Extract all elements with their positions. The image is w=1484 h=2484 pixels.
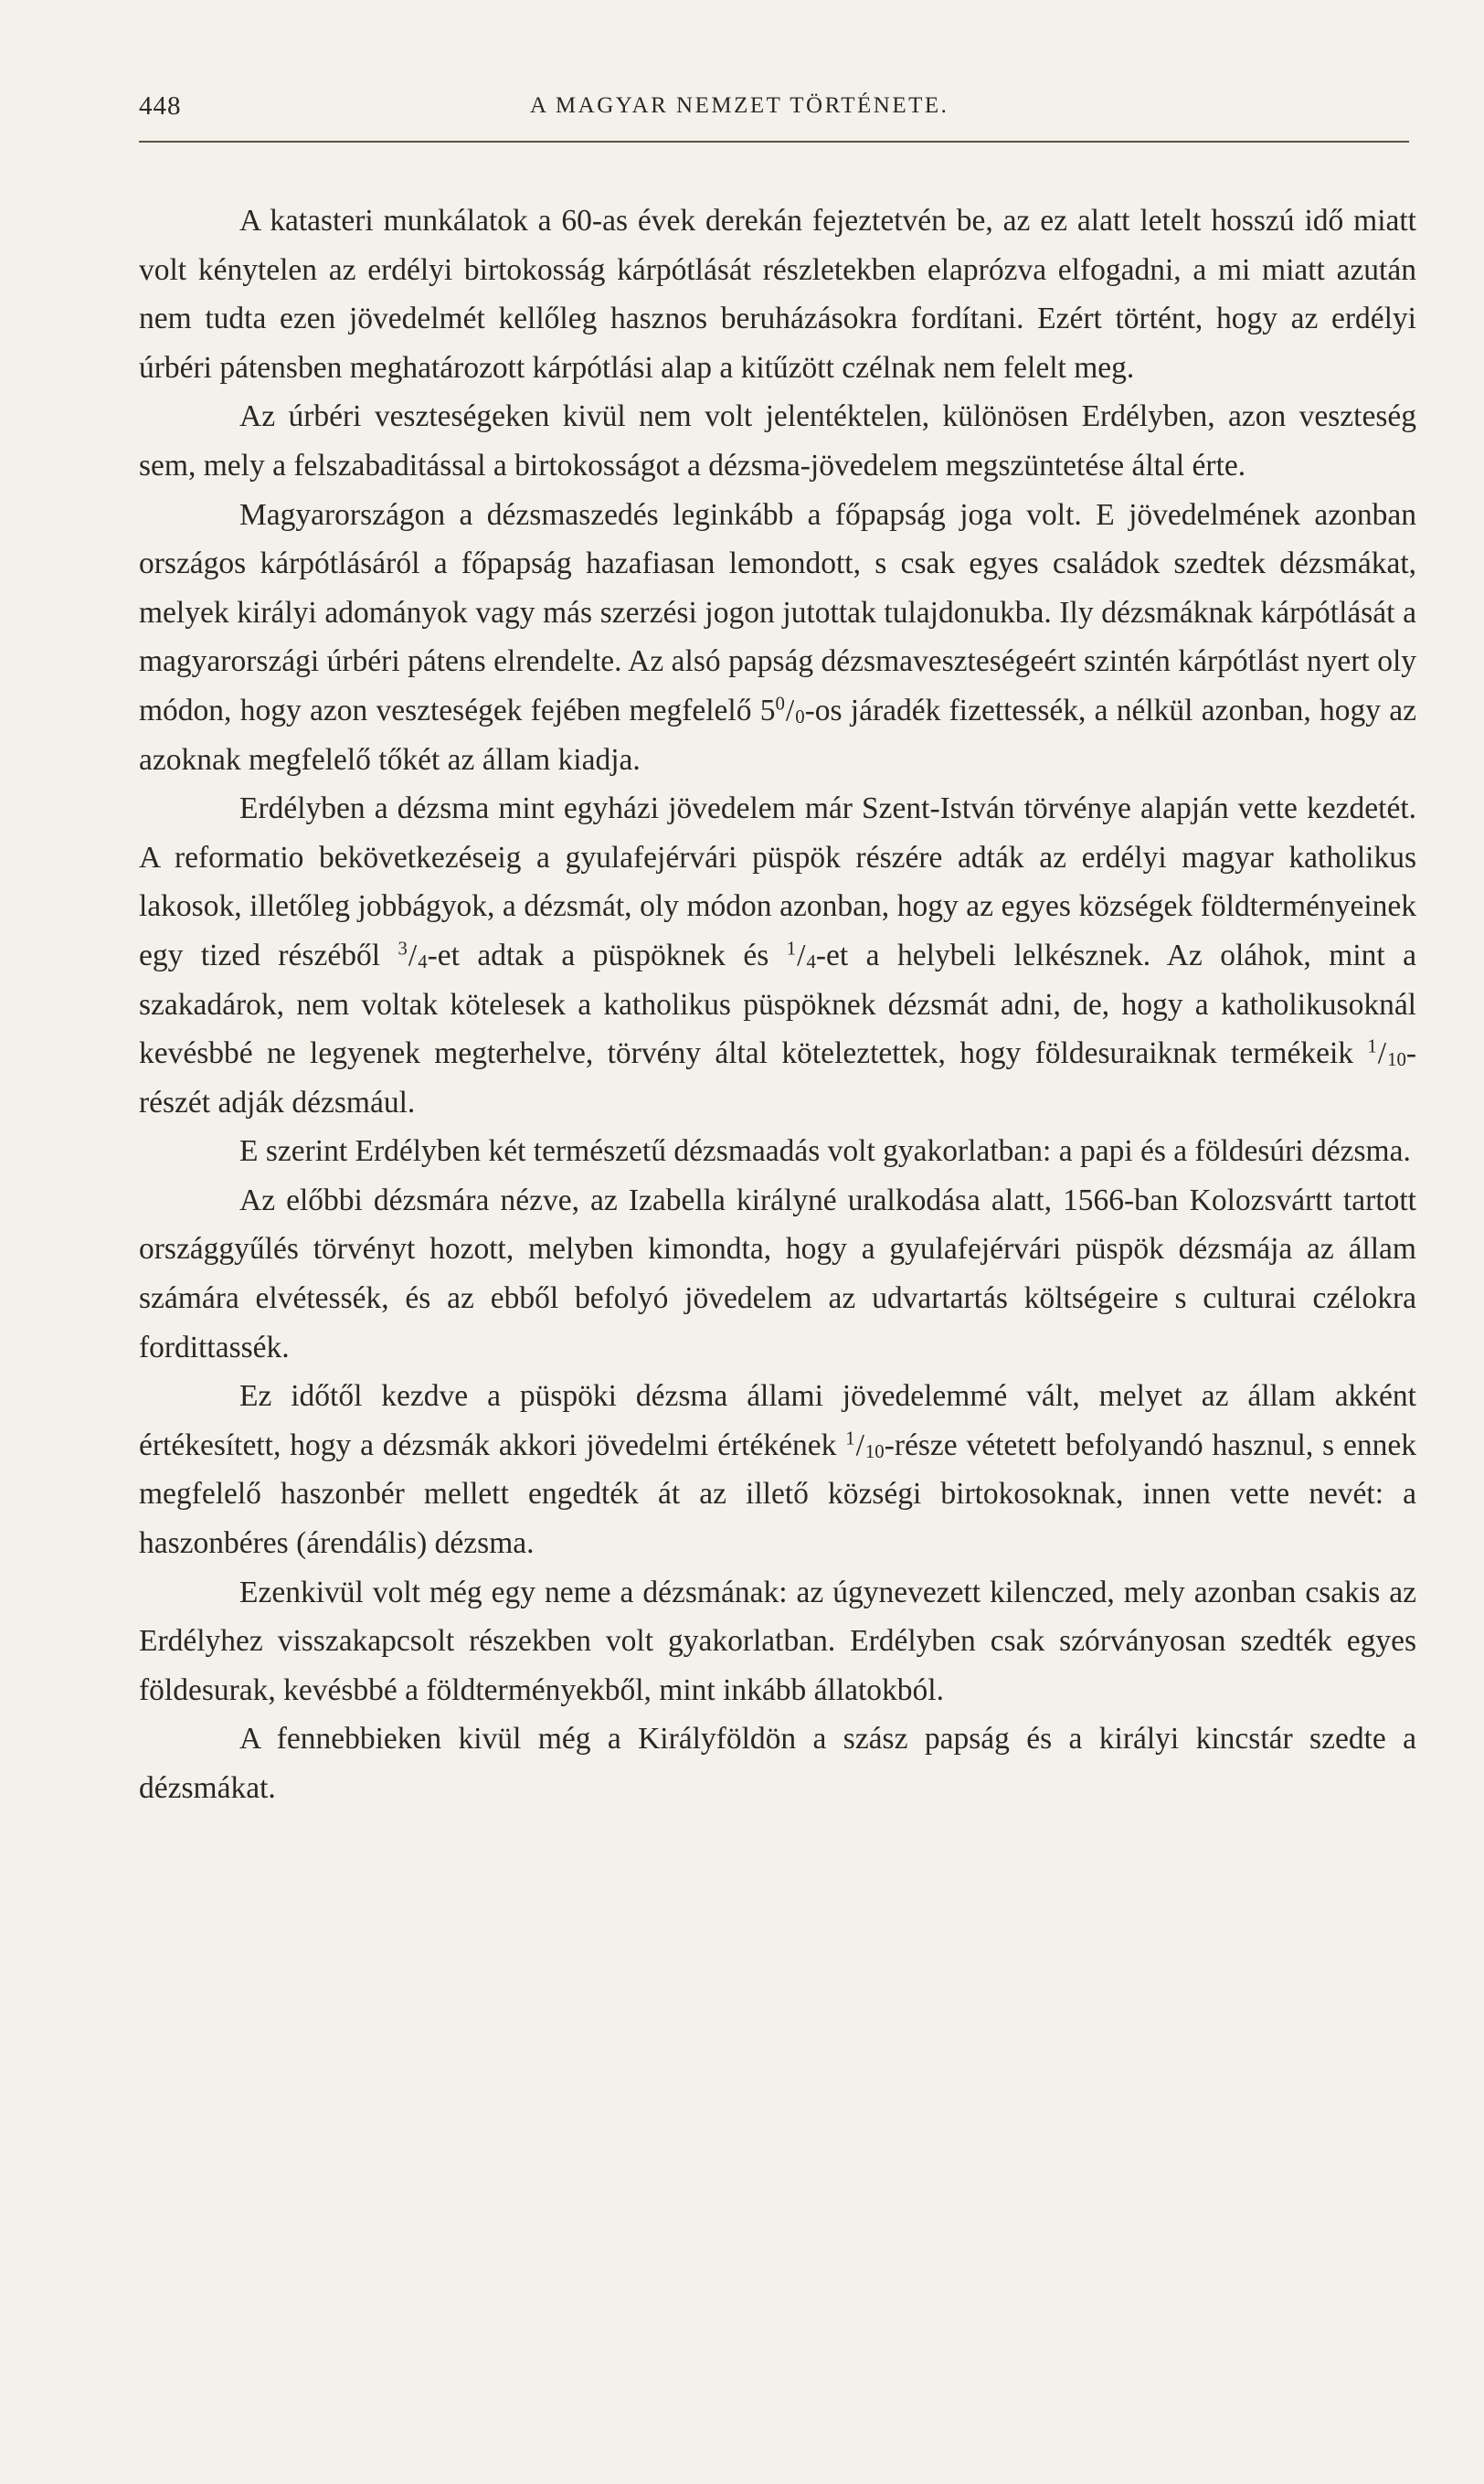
percent-slash: / — [785, 693, 795, 727]
running-header — [139, 91, 1409, 139]
paragraph-izabella: Az előbbi dézsmára nézve, az Izabella királyné uralkodása alatt, 1566-ban Kolozsvártt tartott országgyűlés törvényt hozott, melyben kimondta, hogy a gyulafejérvári püspök dézsmája az állam számára elvétessék, és az ebből befolyó jövedelem az udvartartás költségeire s culturai czélokra fordittassék. — [139, 1183, 1416, 1364]
running-title: A MAGYAR NEMZET TÖRTÉNETE. — [530, 93, 949, 118]
fraction-denominator: 10 — [864, 1440, 885, 1462]
percent-sub: 0 — [795, 706, 805, 728]
fraction-denominator: 4 — [806, 951, 816, 973]
paragraph-state-revenue — [139, 1372, 1416, 1567]
text-run: -et a helybeli lelkésznek. Az oláhok, mint a szakadárok, nem voltak kötelesek a katholikus püspöknek dézsmát adni, de, hogy a katholikusoknál kevésbbé ne legyenek megterhelve, törvény által köteleztettek, hogy földesuraiknak termékeik — [139, 938, 1417, 1071]
text-run: Magyarországon a dézsmaszedés leginkább a főpapság joga volt. E jövedelmének azonban országos kárpótlásáról a főpapság hazafiasan lemondott, s csak egyes családok szedtek dézsmákat, melyek királyi adományok vagy más szerzési jogon jutottak tulajdonukba. Ily dézsmáknak kárpótlását a magyarországi úrbéri pátens elrendelte. Az alsó papság dézsmaveszteségeért szintén kárpótlást nyert oly módon, hogy azon veszteségek fejében megfelelő 5 — [139, 497, 1416, 727]
text-run: -részét adják dézsmául. — [139, 1036, 1416, 1120]
paragraph-tithe-losses: Az úrbéri veszteségeken kivül nem volt jelentéktelen, különösen Erdélyben, azon veszteség sem, mely a felszabaditással a birtokosságot a dézsma-jövedelem megszüntetése által érte. — [139, 399, 1416, 483]
fraction-denominator: 4 — [418, 951, 428, 973]
fraction-numerator: 1 — [786, 938, 797, 960]
fraction-slash: / — [408, 938, 418, 972]
text-run: -része vétetett befolyandó hasznul, s ennek megfelelő haszonbér mellett engedték át az illető községi birtokosoknak, innen vette nevét: a haszonbéres (árendális) dézsma. — [139, 1428, 1416, 1561]
paragraph-hungary-tithe — [139, 491, 1416, 785]
percent-sup: 0 — [775, 693, 785, 715]
text-run: -os járadék fizettessék, a nélkül azonban, hogy az azoknak megfelelő tőkét az állam kiadja. — [139, 693, 1416, 777]
text-run: -et adtak a püspöknek és — [427, 938, 787, 972]
paragraph-cadastral: A katasteri munkálatok a 60-as évek derekán fejeztetvén be, az ez alatt letelt hosszú idő miatt volt kénytelen az erdélyi birtokosság kárpótlását részletekben elaprózva elfogadni, a mi miatt azután nem tudta ezen jövedelmét kellőleg hasznos beruházásokra fordítani. Ezért történt, hogy az erdélyi úrbéri pátensben meghatározott kárpótlási alap a kitűzött czélnak nem felelt meg. — [139, 204, 1416, 385]
fraction-denominator: 10 — [1387, 1049, 1406, 1071]
paragraph-kiralyfold: A fennebbieken kivül még a Királyföldön a szász papság és a királyi kincstár szedte a dézsmákat. — [139, 1722, 1416, 1805]
fraction-numerator: 1 — [845, 1428, 855, 1449]
fraction-slash: / — [797, 938, 806, 972]
fraction-numerator: 3 — [398, 938, 408, 960]
fraction-slash: / — [855, 1428, 864, 1462]
paragraph-transylvania-tithe — [139, 784, 1416, 1127]
text-run: Ez időtől kezdve a püspöki dézsma állami jövedelemmé vált, melyet az állam akként értékesített, hogy a dézsmák akkori jövedelmi értékének — [139, 1379, 1416, 1462]
text-run: Erdélyben a dézsma mint egyházi jövedelem már Szent-István törvénye alapján vette kezdetét. A reformatio bekövetkezéseig a gyulafejérvári püspök részére adták az erdélyi magyar katholikus lakosok, illetőleg jobbágyok, a dézsmát, oly módon azonban, hogy az egyes községek földterményeinek egy tized részéből — [139, 791, 1416, 972]
fraction-numerator: 1 — [1367, 1035, 1377, 1057]
header-rule — [139, 141, 1409, 143]
paragraph-kilenczed: Ezenkivül volt még egy neme a dézsmának: az úgynevezett kilenczed, mely azonban csakis az Erdélyhez visszakapcsolt részekben volt gyakorlatban. Erdélyben csak szórványosan szedték egyes földesurak, kevésbbé a földterményekből, mint inkább állatokból. — [139, 1575, 1416, 1707]
fraction-slash: / — [1377, 1036, 1387, 1071]
body-text — [139, 196, 1416, 1813]
paragraph-two-tithes: E szerint Erdélyben két természetű dézsmaadás volt gyakorlatban: a papi és a földesúri dézsma. — [239, 1134, 1411, 1169]
page-number: 448 — [139, 91, 182, 121]
